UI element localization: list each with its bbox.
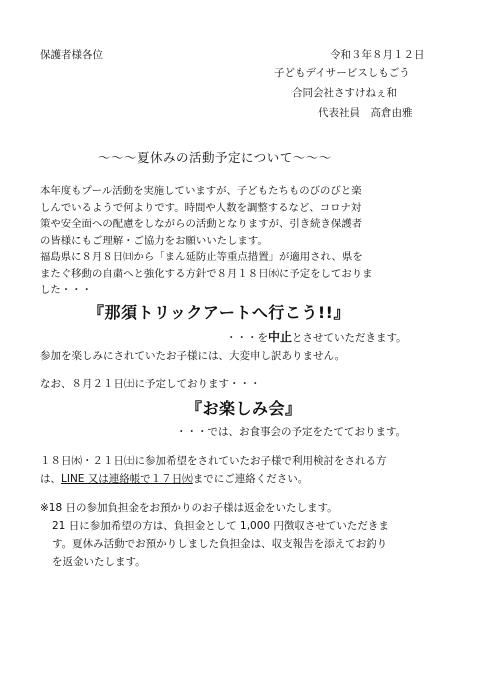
note-line-2: 21 日に参加希望の方は、負担金として 1,000 円徴収させていただきま [52, 520, 389, 532]
intro-line-4: の皆様にもご理解・ご協力をお願いいたします。 [40, 234, 268, 247]
contact-line-1: １８日㈬・２１日㈯に参加希望をされていたお子様で利用検討をされる方 [40, 455, 387, 467]
event2-title: 『お楽しみ会』 [186, 399, 302, 418]
event1-title: 『那須トリックアートへ行こう!!』 [88, 303, 350, 322]
company-name: 合同会社さすけねぇ和 [292, 87, 397, 99]
intro-line-7: した・・・ [40, 284, 92, 296]
event1-apology: 参加を楽しみにされていたお子様には、大変申し訳ありません。 [40, 350, 346, 362]
representative-name: 代表社員 高倉由雅 [318, 107, 413, 119]
event1-cancel-line [226, 330, 407, 345]
note-line-1: ※18 日の参加負担金をお預かりのお子様は返金をいたします。 [40, 502, 338, 514]
recipient-line: 保護者様各位 [40, 49, 103, 61]
contact-prefix: は、 [40, 473, 61, 485]
intro-paragraph [40, 183, 450, 299]
contact-line-2 [40, 472, 308, 486]
intro-line-6: またぐ移動の自粛へと強化する方針で８月１８日㈬に予定をしておりま [40, 267, 373, 280]
event2-lead: なお、８月２１日㈯に予定しております・・・ [40, 378, 261, 390]
event1-cancel-suffix: とさせていただきます。 [292, 332, 407, 344]
intro-line-1: 本年度もプール活動を実施していますが、子どもたちものびのびと楽 [40, 185, 362, 197]
intro-line-5: 福島県に８月８日㈰から「まん延防止等重点措置」が適用され、県を [40, 251, 363, 263]
event1-cancel-prefix: ・・・を [226, 332, 268, 344]
intro-line-2: しんでいるようで何よりです。時間や人数を調整するなど、コロナ対 [40, 201, 362, 214]
document-title: ～～～夏休みの活動予定について～～～ [98, 150, 332, 165]
note-line-3: す。夏休み活動でお預かりしました負担金は、収支報告を添えてお釣り [52, 538, 388, 550]
contact-suffix: までにご連絡ください。 [192, 473, 309, 485]
intro-line-3: 策や安全面への配慮をしながらの活動となりますが、引き続き保護者 [40, 218, 363, 230]
contact-deadline: LINE 又は連絡帳で１７日㈫ [61, 473, 193, 485]
date-line: 令和３年８月１２日 [330, 49, 425, 61]
event2-detail: ・・・では、お食事会の予定をたてております。 [176, 426, 407, 438]
event1-cancel-word: 中止 [268, 330, 293, 344]
note-line-4: を返金いたします。 [52, 556, 146, 568]
organization-name: 子どもデイサービスしもごう [274, 67, 410, 79]
